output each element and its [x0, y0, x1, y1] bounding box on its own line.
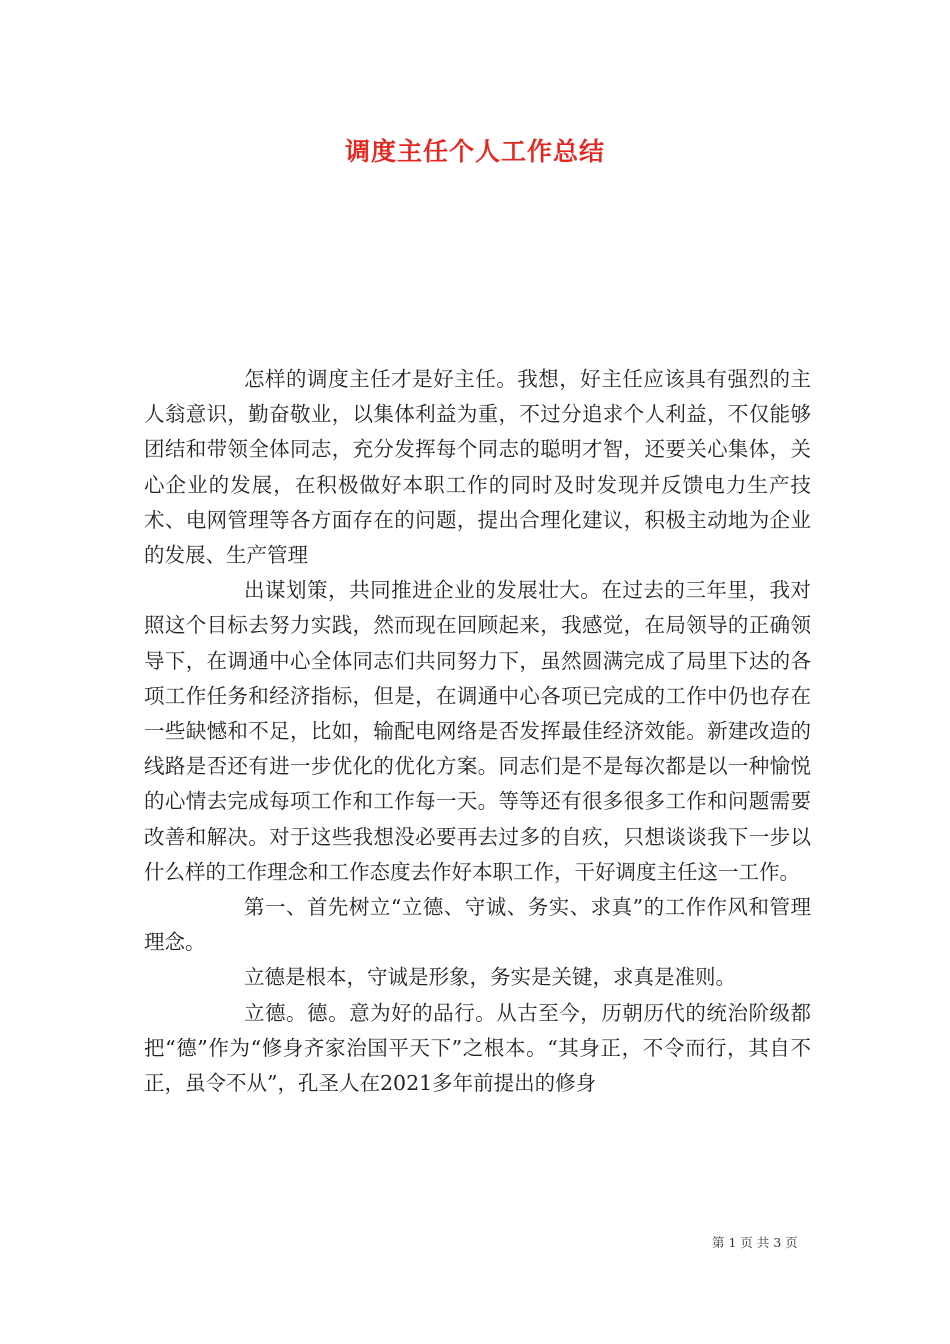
paragraph: 第一、首先树立“立德、守诚、务实、求真”的工作作风和管理理念。 [144, 895, 811, 955]
document-body [144, 362, 811, 1101]
paragraph: 怎样的调度主任才是好主任。我想，好主任应该具有强烈的主人翁意识，勤奋敬业，以集体利益为重，不过分追求个人利益，不仅能够团结和带领全体同志，充分发挥每个同志的聪明才智，还要关心集体，关心企业的发展，在积极做好本职工作的同时及时发现并反馈电力生产技术、电网管理等各方面存在的问题，提出合理化建议，积极主动地为企业的发展、生产管理 [144, 367, 811, 568]
document-title: 调度主任个人工作总结 [344, 137, 605, 166]
paragraph: 出谋划策，共同推进企业的发展壮大。在过去的三年里，我对照这个目标去努力实践，然而现在回顾起来，我感觉，在局领导的正确领导下，在调通中心全体同志们共同努力下，虽然圆满完成了局里下达的各项工作任务和经济指标，但是，在调通中心各项已完成的工作中仍也存在一些缺憾和不足，比如，输配电网络是否发挥最佳经济效能。新建改造的线路是否还有进一步优化的优化方案。同志们是不是每次都是以一种愉悦的心情去完成每项工作和工作每一天。等等还有很多很多工作和问题需要改善和解决。对于这些我想没必要再去过多的自疚，只想谈谈我下一步以什么样的工作理念和工作态度去作好本职工作，干好调度主任这一工作。 [144, 578, 811, 884]
paragraph: 立德是根本，守诚是形象，务实是关键，求真是准则。 [244, 965, 736, 990]
page-number: 第 1 页 共 3 页 [712, 1235, 798, 1250]
paragraph: 立德。德。意为好的品行。从古至今，历朝历代的统治阶级都把“德”作为“修身齐家治国平天下”之根本。“其身正，不令而行，其自不正，虽令不从”，孔圣人在2021多年前提出的修身 [144, 1000, 811, 1096]
